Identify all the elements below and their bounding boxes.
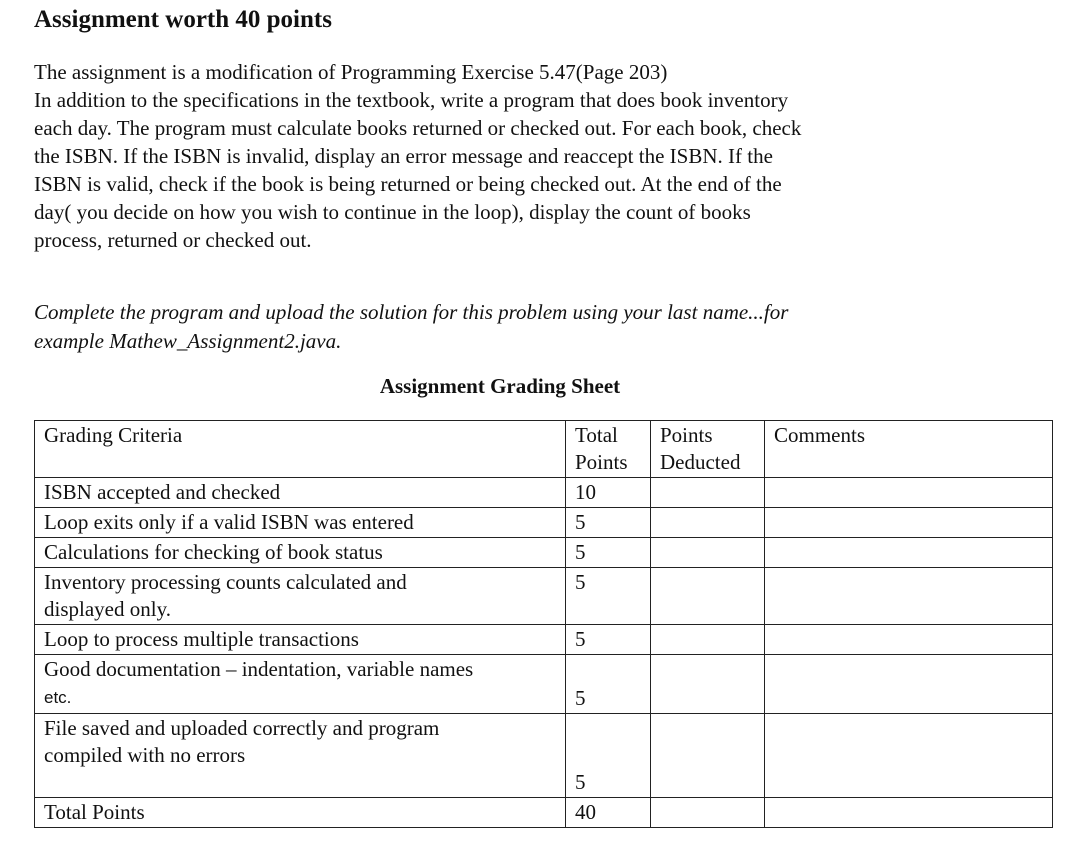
criteria-cell — [35, 625, 566, 655]
criteria-line: Loop to process multiple transactions — [44, 627, 359, 651]
header-total-points — [566, 421, 651, 478]
deducted-cell — [651, 625, 765, 655]
upload-instructions — [34, 298, 934, 356]
intro-line: In addition to the specifications in the textbook, write a program that does book inventory — [34, 88, 789, 112]
table-row — [35, 478, 1053, 508]
table-total-row — [35, 798, 1053, 828]
deducted-cell — [651, 508, 765, 538]
intro-line: day( you decide on how you wish to continue in the loop), display the count of books — [34, 200, 751, 224]
points-cell: 5 — [566, 538, 651, 568]
intro-line: process, returned or checked out. — [34, 228, 312, 252]
points-cell: 5 — [566, 625, 651, 655]
intro-line: each day. The program must calculate books returned or checked out. For each book, check — [34, 116, 802, 140]
criteria-line: File saved and uploaded correctly and program — [44, 716, 440, 740]
comments-cell — [765, 478, 1053, 508]
table-row — [35, 625, 1053, 655]
criteria-line: Good documentation – indentation, variable names — [44, 657, 474, 681]
criteria-cell — [35, 568, 566, 625]
points-cell: 5 — [566, 655, 651, 714]
header-line: Deducted — [660, 450, 741, 474]
points-cell: 5 — [566, 714, 651, 798]
instruction-line: Complete the program and upload the solution for this problem using your last name...for — [34, 300, 789, 324]
criteria-cell — [35, 538, 566, 568]
intro-line: ISBN is valid, check if the book is being returned or being checked out. At the end of the — [34, 172, 782, 196]
grading-table — [34, 420, 1053, 828]
criteria-cell — [35, 508, 566, 538]
deducted-cell — [651, 714, 765, 798]
deducted-cell — [651, 798, 765, 828]
criteria-line: ISBN accepted and checked — [44, 480, 281, 504]
criteria-line: etc. — [44, 688, 72, 707]
table-row — [35, 655, 1053, 714]
intro-line: the ISBN. If the ISBN is invalid, display an error message and reaccept the ISBN. If the — [34, 144, 773, 168]
comments-cell — [765, 538, 1053, 568]
page-title: Assignment worth 40 points — [34, 6, 332, 33]
deducted-cell — [651, 655, 765, 714]
criteria-cell — [35, 478, 566, 508]
points-cell: 10 — [566, 478, 651, 508]
points-cell: 5 — [566, 508, 651, 538]
table-header-row — [35, 421, 1053, 478]
points-cell: 5 — [566, 568, 651, 625]
total-value-cell: 40 — [566, 798, 651, 828]
table-row — [35, 568, 1053, 625]
header-grading-criteria: Grading Criteria — [35, 421, 566, 478]
comments-cell — [765, 568, 1053, 625]
deducted-cell — [651, 478, 765, 508]
table-row — [35, 508, 1053, 538]
comments-cell — [765, 508, 1053, 538]
criteria-line: compiled with no errors — [44, 743, 246, 767]
header-comments: Comments — [765, 421, 1053, 478]
comments-cell — [765, 798, 1053, 828]
criteria-line: Loop exits only if a valid ISBN was entered — [44, 510, 414, 534]
header-points-deducted — [651, 421, 765, 478]
intro-line: The assignment is a modification of Programming Exercise 5.47(Page 203) — [34, 60, 668, 84]
total-label-cell: Total Points — [35, 798, 566, 828]
criteria-cell — [35, 714, 566, 798]
instruction-line: example Mathew_Assignment2.java. — [34, 329, 342, 353]
intro-paragraph — [34, 58, 934, 254]
table-row — [35, 714, 1053, 798]
header-line: Points — [575, 450, 628, 474]
comments-cell — [765, 625, 1053, 655]
grading-sheet-title: Assignment Grading Sheet — [379, 374, 621, 398]
table-row — [35, 538, 1053, 568]
deducted-cell — [651, 538, 765, 568]
header-line: Points — [660, 423, 713, 447]
comments-cell — [765, 714, 1053, 798]
criteria-cell — [35, 655, 566, 714]
criteria-line: Inventory processing counts calculated and — [44, 570, 407, 594]
header-line: Total — [575, 423, 618, 447]
deducted-cell — [651, 568, 765, 625]
criteria-line: displayed only. — [44, 597, 171, 621]
comments-cell — [765, 655, 1053, 714]
criteria-line: Calculations for checking of book status — [44, 540, 383, 564]
